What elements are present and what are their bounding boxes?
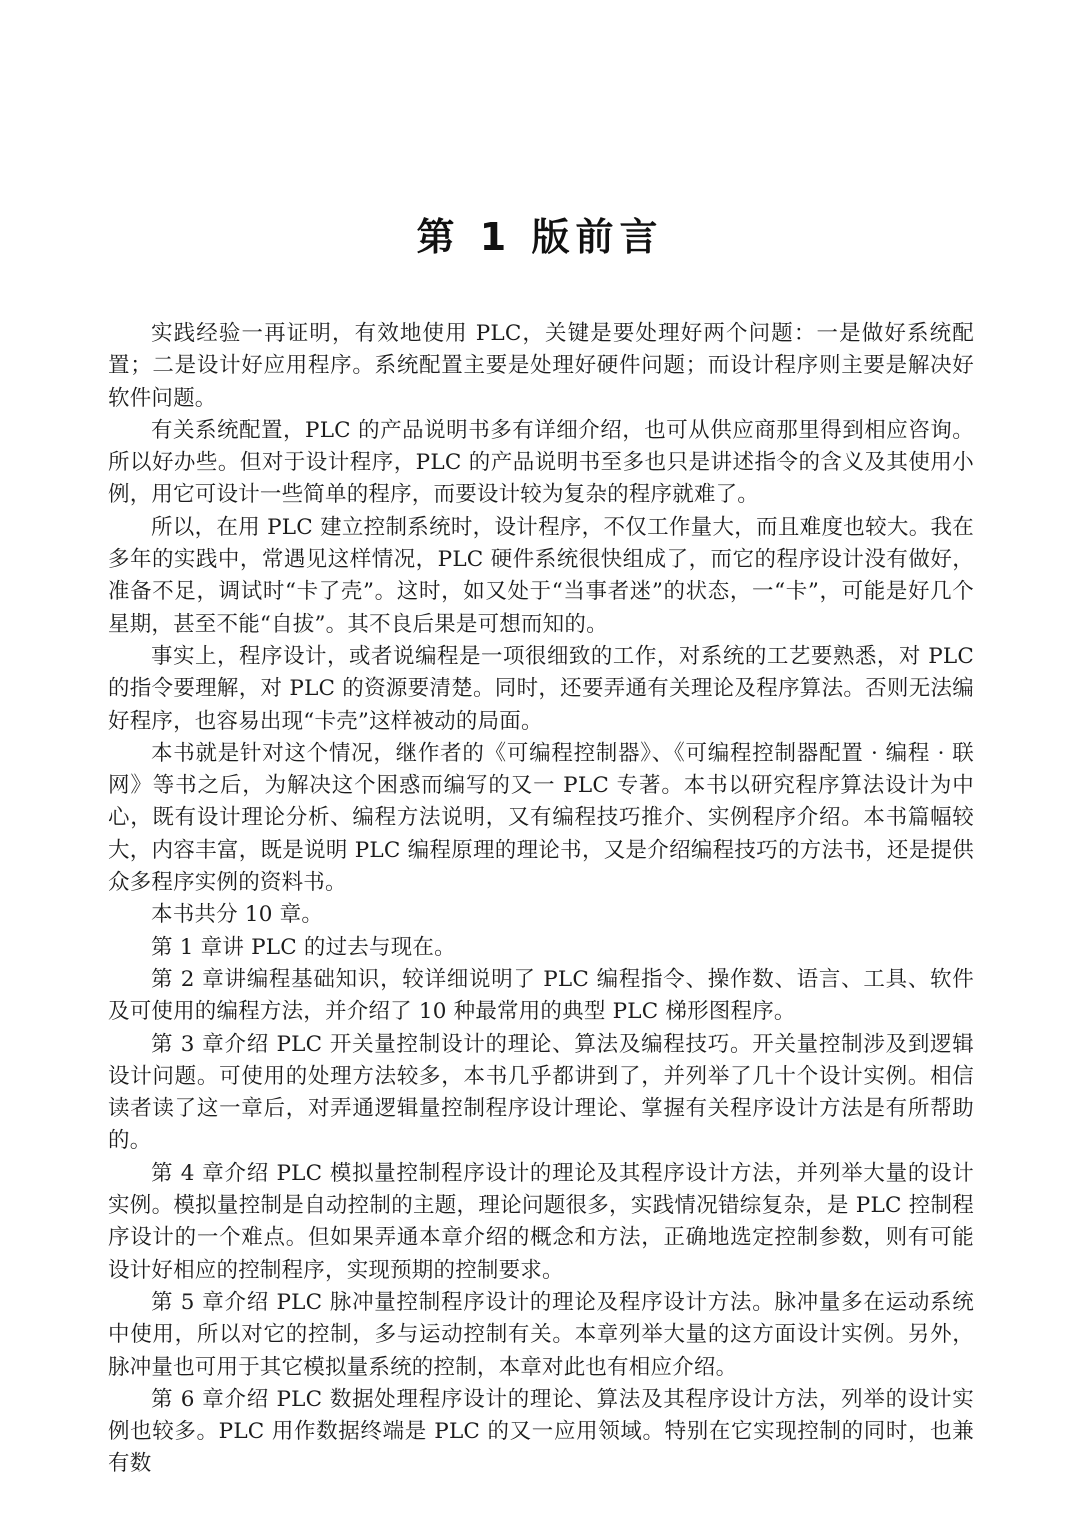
paragraph: 本书就是针对这个情况，继作者的《可编程控制器》、《可编程控制器配置 · 编程 · 联网》等书之后，为解决这个困惑而编写的又一 PLC 专著。本书以研究程序算法设计为中心，既有设计理论分析、编程方法说明，又有编程技巧推介、实例程序介绍。本书篇幅较大，内容丰富，既是说明 PLC 编程原理的理论书，又是介绍编程技巧的方法书，还是提供众多程序实例的资料书。 bbox=[108, 740, 974, 896]
paragraph: 有关系统配置，PLC 的产品说明书多有详细介绍，也可从供应商那里得到相应咨询。所以好办些。但对于设计程序，PLC 的产品说明书至多也只是讲述指令的含义及其使用小例，用它可设计一些简单的程序，而要设计较为复杂的程序就难了。 bbox=[108, 417, 974, 508]
paragraph: 事实上，程序设计，或者说编程是一项很细致的工作，对系统的工艺要熟悉，对 PLC 的指令要理解，对 PLC 的资源要清楚。同时，还要弄通有关理论及程序算法。否则无法编好程序，也容易出现“卡壳”这样被动的局面。 bbox=[108, 643, 974, 734]
paragraph: 第 4 章介绍 PLC 模拟量控制程序设计的理论及其程序设计方法，并列举大量的设计实例。模拟量控制是自动控制的主题，理论问题很多，实践情况错综复杂，是 PLC 控制程序设计的一个难点。但如果弄通本章介绍的概念和方法，正确地选定控制参数，则有可能设计好相应的控制程序，实现预期的控制要求。 bbox=[108, 1160, 974, 1283]
page-title: 第 1 版前言 bbox=[416, 215, 664, 259]
paragraph: 第 1 章讲 PLC 的过去与现在。 bbox=[151, 934, 456, 960]
preface-body bbox=[108, 318, 974, 1481]
paragraph: 实践经验一再证明，有效地使用 PLC，关键是要处理好两个问题：一是做好系统配置；二是设计好应用程序。系统配置主要是处理好硬件问题；而设计程序则主要是解决好软件问题。 bbox=[108, 321, 974, 411]
paragraph: 第 3 章介绍 PLC 开关量控制设计的理论、算法及编程技巧。开关量控制涉及到逻辑设计问题。可使用的处理方法较多，本书几乎都讲到了，并列举了几十个设计实例。相信读者读了这一章后，对弄通逻辑量控制程序设计理论、掌握有关程序设计方法是有所帮助的。 bbox=[108, 1031, 974, 1154]
paragraph: 所以，在用 PLC 建立控制系统时，设计程序，不仅工作量大，而且难度也较大。我在多年的实践中，常遇见这样情况，PLC 硬件系统很快组成了，而它的程序设计没有做好，准备不足，调试时“卡了壳”。这时，如又处于“当事者迷”的状态，一“卡”，可能是好几个星期，甚至不能“自拔”。其不良后果是可想而知的。 bbox=[108, 514, 974, 637]
paragraph: 第 2 章讲编程基础知识，较详细说明了 PLC 编程指令、操作数、语言、工具、软件及可使用的编程方法，并介绍了 10 种最常用的典型 PLC 梯形图程序。 bbox=[108, 966, 974, 1025]
paragraph: 第 6 章介绍 PLC 数据处理程序设计的理论、算法及其程序设计方法，列举的设计实例也较多。PLC 用作数据终端是 PLC 的又一应用领域。特别在它实现控制的同时，也兼有数 bbox=[108, 1386, 974, 1477]
paragraph: 本书共分 10 章。 bbox=[151, 902, 324, 928]
paragraph: 第 5 章介绍 PLC 脉冲量控制程序设计的理论及程序设计方法。脉冲量多在运动系统中使用，所以对它的控制，多与运动控制有关。本章列举大量的这方面设计实例。另外，脉冲量也可用于其它模拟量系统的控制，本章对此也有相应介绍。 bbox=[108, 1289, 974, 1380]
